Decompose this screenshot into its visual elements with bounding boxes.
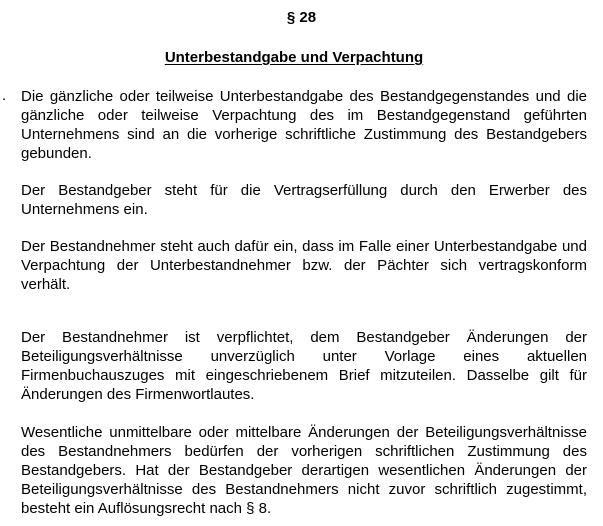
list-marker: . [2, 87, 7, 104]
paragraph-lessor-liability: Der Bestandgeber steht für die Vertragserfüllung durch den Erwerber des Unternehmens ein. [21, 182, 587, 218]
paragraph-ownership-changes: Wesentliche unmittelbare oder mittelbare Änderungen der Beteiligungsverhältnisse des Bestandnehmers bedürfen der vorherigen schriftlichen Zustimmung des Bestandgebers. Hat der Bestandgeber derartigen wesentlichen Änderungen der Beteiligungsverhältnisse des Bestandnehmers nicht zuvor schriftlich zugestimmt, besteht ein Auflösungsrecht nach § 8. [21, 424, 587, 517]
paragraph-subletting-consent: Die gänzliche oder teilweise Unterbestandgabe des Bestandgegenstandes und die gänzliche oder teilweise Verpachtung des im Bestandgegenstand geführten Unternehmens sind an die vorherige schriftliche Zustimmung des Bestandgebers gebunden. [21, 88, 587, 162]
section-title: Unterbestandgabe und Verpachtung [164, 49, 424, 66]
paragraph-lessee-liability: Der Bestandnehmer steht auch dafür ein, dass im Falle einer Unterbestandgabe und Verpachtung der Unterbestandnehmer bzw. der Pächter sich vertragskonform verhält. [21, 238, 587, 293]
paragraph-notification-duty: Der Bestandnehmer ist verpflichtet, dem Bestandgeber Änderungen der Beteiligungsverhältnisse unverzüglich unter Vorlage eines aktuellen Firmenbuchauszuges mit eingeschriebenem Brief mitzuteilen. Dasselbe gilt für Änderungen des Firmenwortlautes. [21, 329, 587, 403]
section-number: § 28 [286, 9, 317, 26]
